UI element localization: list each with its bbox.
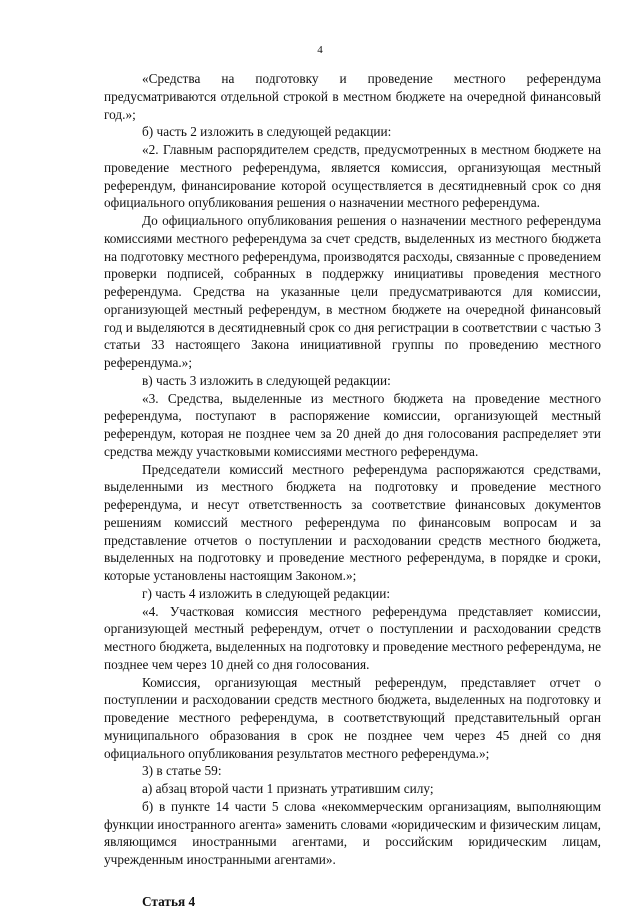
paragraph-amend-part-4: г) часть 4 изложить в следующей редакции: [142,585,391,601]
article-heading: Статья 4 [142,893,196,909]
paragraph-amend-part-3: в) часть 3 изложить в следующей редакции: [142,372,391,388]
document-body [104,70,601,911]
paragraph-article-59-a: а) абзац второй части 1 признать утратившим силу; [142,781,434,796]
paragraph-article-59-b: б) в пункте 14 части 5 слова «некоммерческим организациям, выполняющим функции иностранного агента» заменить словами «юридическим и физическим лицам, являющимся иностранными агентами, и российским юридическим лицам, учрежденным иностранными агентами». [104,798,601,867]
paragraph-part-3-text: «3. Средства, выделенные из местного бюджета на проведение местного референдума, поступают в распоряжение комиссии, организующей местный референдум, которая не позднее чем за 20 дней до дня голосования распределяет эти средства между участковыми комиссиями местного референдума. [104,390,601,459]
page-number: 4 [317,44,323,56]
paragraph-amend-part-2: б) часть 2 изложить в следующей редакции: [142,124,392,140]
paragraph-article-59: 3) в статье 59: [142,763,222,779]
paragraph-chairpersons-responsibility: Председатели комиссий местного референдума распоряжаются средствами, выделенными из местного бюджета на подготовку и проведение местного референдума, и несут ответственность за соответствие финансовых документов решениям комиссий местного референдума по финансовым вопросам и за представление отчетов о поступлении и расходовании средств местного бюджета, выделенных на подготовку и проведение местного референдума, в порядке и сроки, которые установлены настоящим Законом.»; [104,461,601,583]
paragraph-funding-budget-line: «Средства на подготовку и проведение местного референдума предусматриваются отдельной строкой в местном бюджете на очередной финансовый год.»; [104,71,601,122]
paragraph-prior-publication-expenses: До официального опубликования решения о назначении местного референдума комиссиями местного референдума за счет средств, выделенных из местного бюджета на подготовку местного референдума, производятся расходы, связанные с проведением проверки подписей, собранных в поддержку инициативы проведения местного референдума. Средства на указанные цели предусматриваются для комиссии, организующей местный референдум, в местном бюджете на очередной финансовый год и выделяются в десятидневный срок со дня регистрации в соответствии с частью 3 статьи 33 настоящего Закона инициативной группы по проведению местного референдума.»; [104,213,601,370]
paragraph-commission-report: Комиссия, организующая местный референдум, представляет отчет о поступлении и расходовании средств местного бюджета, выделенных на подготовку и проведение местного референдума, в соответствующий представительный орган муниципального образования в срок не позднее чем через 45 дней со дня официального опубликования результатов местного референдума.»; [104,674,601,761]
paragraph-part-4-text: «4. Участковая комиссия местного референдума представляет комиссии, организующей местный референдум, отчет о поступлении и расходовании средств местного бюджета, выделенных на подготовку и проведение местного референдума, не позднее чем через 10 дней со дня голосования. [104,603,601,672]
paragraph-part-2-text: «2. Главным распорядителем средств, предусмотренных в местном бюджете на проведение местного референдума, является комиссия, организующая местный референдум, финансирование которой осуществляется в десятидневный срок со дня официального опубликования решения о назначении местного референдума. [104,142,601,211]
